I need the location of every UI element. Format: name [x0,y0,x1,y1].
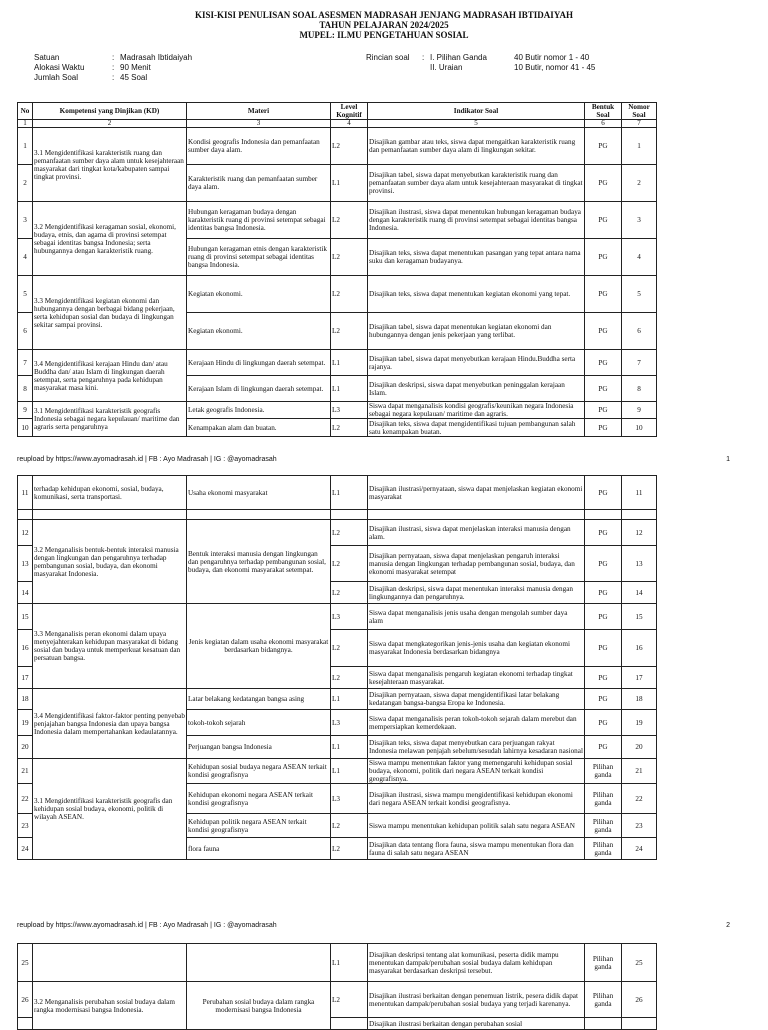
nomor-cell: 5 [622,276,657,313]
bentuk-cell: PG [585,202,622,239]
row-no: 4 [18,239,33,276]
level-cell: L2 [331,667,368,689]
materi-cell: Kegiatan ekonomi. [187,313,331,350]
nomor-cell: 22 [622,784,657,814]
kisi-table-page3 [17,943,657,1030]
indikator-cell: Disajikan teks, siswa dapat menentukan pasangan yang tepat antara nama suku dan keragaman budayanya. [368,239,585,276]
materi-cell: Hubungan keragaman etnis dengan karakteristik ruang di provinsi setempat sebagai identitas bangsa Indonesia. [187,239,331,276]
header-bentuk: Bentuk Soal [585,103,622,120]
level-cell: L1 [331,736,368,759]
materi-cell: Kehidupan ekonomi negara ASEAN terkait kondisi geografisnya [187,784,331,814]
indikator-cell: Disajikan teks, siswa dapat menentukan kegiatan ekonomi yang tepat. [368,276,585,313]
bentuk-cell: Pilihan ganda [585,944,622,982]
bentuk-cell: PG [585,419,622,437]
nomor-cell: 12 [622,520,657,546]
materi-cell: Perjuangan bangsa Indonesia [187,736,331,759]
bentuk-cell: PG [585,520,622,546]
materi-cell: Latar belakang kedatangan bangsa asing [187,689,331,710]
indikator-cell: Disajikan teks, siswa dapat menyebutkan cara perjuangan rakyat Indonesia melawan penjajah sebelum/sesudah lahirnya kesadaran nasional [368,736,585,759]
waktu-value: 90 Menit [120,63,151,72]
table-row [18,276,657,313]
row-no: 12 [18,520,33,546]
level-cell: L2 [331,239,368,276]
materi-cell: Perubahan sosial budaya dalam rangka modernisasi bangsa Indonesia [187,982,331,1030]
nomor-cell: 10 [622,419,657,437]
empty-cell [331,510,368,520]
indikator-cell: Disajikan ilustrasi, siswa dapat menentukan hubungan keragaman budaya dengan karakteristik ruang di provinsi setempat sebagai identitas bangsa Indonesia. [368,202,585,239]
row-no: 13 [18,546,33,582]
kd-cell: 3.3 Menganalisis peran ekonomi dalam upaya menyejahterakan kehidupan masyarakat di bidang sosial dan budaya untuk memperkuat kesatuan dan persatuan bangsa. [33,604,187,689]
kd-cell: 3.4 Mengidentifikasi faktor-faktor penting penyebab penjajahan bangsa Indonesia dan upaya bangsa Indonesia dalam mempertahankan kedaulatannya. [33,689,187,759]
nomor-cell: 1 [622,128,657,165]
doc-title-line3: MUPEL: ILMU PENGETAHUAN SOSIAL [299,30,469,40]
level-cell: L3 [331,402,368,419]
row-no: 3 [18,202,33,239]
table-row [18,520,657,546]
footer-text: reupload by https://www.ayomadrasah.id | FB : Ayo Madrasah | IG : @ayomadrasah [17,922,277,929]
nomor-cell: 6 [622,313,657,350]
rincian-label: Rincian soal [366,53,410,62]
rincian-pg: I. Pilihan Ganda [430,53,487,62]
table-row [18,402,657,419]
row-no: 5 [18,276,33,313]
bentuk-cell: PG [585,689,622,710]
nomor-cell: 19 [622,710,657,736]
row-no: 19 [18,710,33,736]
materi-cell: Kehidupan sosial budaya negara ASEAN terkait kondisi geografisnya [187,759,331,784]
row-no: 21 [18,759,33,784]
level-cell: L1 [331,689,368,710]
bentuk-cell: PG [585,710,622,736]
level-cell: L2 [331,520,368,546]
materi-cell: Kehidupan politik negara ASEAN terkait kondisi geografisnya [187,814,331,838]
empty-cell [33,510,187,520]
row-no: 18 [18,689,33,710]
nomor-cell: 9 [622,402,657,419]
bentuk-cell: Pilihan ganda [585,814,622,838]
nomor-cell: 17 [622,667,657,689]
level-cell: L3 [331,784,368,814]
nomor-cell: 16 [622,630,657,667]
rincian-uraian: II. Uraian [430,63,463,72]
kd-cell: 3.4 Mengidentifikasi kerajaan Hindu dan/ atau Buddha dan/ atau Islam di lingkungan daerah setempat, serta pengaruhnya pada kehidupan masyarakat masa kini. [33,350,187,402]
waktu-label: Alokasi Waktu [34,63,85,72]
satuan-value: Madrasah Ibtidaiyah [120,53,193,62]
empty-cell [18,510,33,520]
level-cell: L2 [331,276,368,313]
table-row [18,202,657,239]
page-number: 1 [726,456,730,463]
row-no: 22 [18,784,33,814]
rincian-pg-count: 40 Butir nomor 1 - 40 [514,53,590,62]
kd-cell: 3.3 Mengidentifikasi kegiatan ekonomi dan hubungannya dengan berbagai bidang pekerjaan, serta kehidupan sosial dan budaya di lingkungan sekitar sampai provinsi. [33,276,187,350]
indikator-cell: Siswa dapat menganalisis kondisi geografis/keunikan negara Indonesia sebagai negara kepulauan/ maritime dan agraris. [368,402,585,419]
materi-cell: Kegiatan ekonomi. [187,276,331,313]
nomor-cell: 13 [622,546,657,582]
bentuk-cell: PG [585,736,622,759]
nomor-cell: 25 [622,944,657,982]
indikator-cell: Disajikan ilustrasi/pernyataan, siswa dapat menjelaskan kegiatan ekonomi masyarakat [368,476,585,510]
header-materi: Materi [187,103,331,120]
indikator-cell: Disajikan tabel, siswa dapat menyebutkan karakteristik ruang dan pemanfaatan sumber daya alam untuk kesejahteraan masyarakat di tingkat provinsi. [368,165,585,202]
header-kd: Kompetensi yang Dinjikan (KD) [33,103,187,120]
doc-title-line2: TAHUN PELAJARAN 2024/2025 [319,20,449,30]
materi-cell: Bentuk interaksi manusia dengan lingkungan dan pengaruhnya terhadap pembangunan sosial, budaya, dan ekonomi masyarakat setempat. [187,520,331,604]
materi-cell: Kondisi geografis Indonesia dan pemanfaatan sumber daya alam. [187,128,331,165]
indikator-cell: Disajikan deskripsi tentang alat komunikasi, peserta didik mampu menentukan dampak/perubahan sosial budaya dalam kehidupan masyarakat berdasarkan deskripsi tersebut. [368,944,585,982]
bentuk-cell: PG [585,402,622,419]
row-no: 23 [18,814,33,838]
row-no: 10 [18,419,33,437]
indikator-cell: Disajikan ilustrasi, siswa dapat menjelaskan interaksi manusia dengan alam. [368,520,585,546]
kd-cell [33,944,187,982]
indikator-cell: Siswa dapat menganalisis jenis usaha dengan mengolah sumber daya alam [368,604,585,630]
table-row [18,476,657,510]
materi-cell [187,944,331,982]
level-cell: L1 [331,376,368,402]
table-row [18,689,657,710]
empty-cell [368,510,585,520]
nomor-cell: 14 [622,582,657,604]
materi-cell: Kerajaan Hindu di lingkungan daerah setempat. [187,350,331,376]
level-cell: L2 [331,814,368,838]
jumlah-label: Jumlah Soal [34,73,79,82]
nomor-cell: 2 [622,165,657,202]
doc-title-line1: KISI-KISI PENULISAN SOAL ASESMEN MADRASAH JENJANG MADRASAH IBTIDAIYAH [195,10,573,20]
indikator-cell: Disajikan deskripsi, siswa dapat menentukan interaksi manusia dengan lingkungannya dan pengaruhnya. [368,582,585,604]
kisi-table-page1 [17,102,657,437]
row-no: 15 [18,604,33,630]
bentuk-cell: PG [585,476,622,510]
row-no: 2 [18,165,33,202]
indikator-cell: Disajikan deskripsi, siswa dapat menyebutkan peninggalan kerajaan Islam. [368,376,585,402]
table-row [18,944,657,982]
level-cell: L2 [331,838,368,860]
nomor-cell: 8 [622,376,657,402]
materi-cell: Karakteristik ruang dan pemanfaatan sumber daya alam. [187,165,331,202]
row-no: 14 [18,582,33,604]
row-no: 25 [18,944,33,982]
empty-cell [585,510,622,520]
level-cell: L1 [331,350,368,376]
kd-cell: 3.1 Mengidentifikasi karakteristik geografis dan kehidupan sosial budaya, ekonomi, politik di wilayah ASEAN. [33,759,187,860]
bentuk-cell: PG [585,604,622,630]
table-row [18,604,657,630]
materi-cell: Kenampakan alam dan buatan. [187,419,331,437]
nomor-cell: 20 [622,736,657,759]
header-level: Level Kognitif [331,103,368,120]
spacer-row [18,510,657,520]
bentuk-cell: PG [585,165,622,202]
header-no: No [18,103,33,120]
info-right: Rincian soal : I. Pilihan Ganda 40 Butir nomor 1 - 40 II. Uraian 10 Butir, nomor 41 - 45 [366,53,596,72]
rincian-uraian-count: 10 Butir, nomor 41 - 45 [514,63,596,72]
level-cell: L3 [331,710,368,736]
bentuk-cell: PG [585,667,622,689]
empty-cell [187,510,331,520]
indikator-cell: Siswa mampu menentukan kehidupan politik salah satu negara ASEAN [368,814,585,838]
bentuk-cell: PG [585,313,622,350]
kd-cell: 3.1 Mengidentifikasi karakteristik ruang dan pemanfaatan sumber daya alam untuk kesejahteraan masyarakat dari tingkat kota/kabupaten sampai tingkat provinsi. [33,128,187,202]
footer-text: reupload by https://www.ayomadrasah.id | FB : Ayo Madrasah | IG : @ayomadrasah [17,456,277,463]
materi-cell: flora fauna [187,838,331,860]
satuan-label: Satuan [34,53,60,62]
level-cell: L2 [331,313,368,350]
kd-cell: 3.1 Mengidentifikasi karakteristik geografis Indonesia sebagai negara kepulauan/ maritime dan agraris serta pengaruhnya [33,402,187,437]
kd-cell: 3.2 Menganalisis bentuk-bentuk interaksi manusia dengan lingkungan dan pengaruhnya terhadap pembangunan sosial, budaya, dan ekonomi masyarakat Indonesia. [33,520,187,604]
indikator-cell: Disajikan tabel, siswa dapat menentukan kegiatan ekonomi dan hubungannya dengan jenis pekerjaan yang terlibat. [368,313,585,350]
bentuk-cell: Pilihan ganda [585,982,622,1018]
bentuk-cell: PG [585,546,622,582]
nomor-cell: 26 [622,982,657,1018]
table-row [18,759,657,784]
level-cell: L2 [331,546,368,582]
materi-cell: Jenis kegiatan dalam usaha ekonomi masyarakat berdasarkan bidangnya. [187,604,331,689]
table-row [18,982,657,1018]
nomor-cell: 18 [622,689,657,710]
level-cell: L1 [331,759,368,784]
indikator-cell: Siswa dapat menganalisis peran tokoh-tokoh sejarah dalam merebut dan mempersiapkan kemerdekaan. [368,710,585,736]
materi-cell: Kerajaan Islam di lingkungan daerah setempat. [187,376,331,402]
row-no: 24 [18,838,33,860]
level-cell: L2 [331,982,368,1018]
indikator-cell: Disajikan pernyataan, siswa dapat menjelaskan pengaruh interaksi manusia dengan lingkungan terhadap pembangunan sosial, budaya, dan ekonomi masyarakat setempat [368,546,585,582]
indikator-cell: Disajikan data tentang flora fauna, siswa mampu menentukan flora dan fauna di salah satu negara ASEAN [368,838,585,860]
bentuk-cell: Pilihan ganda [585,838,622,860]
level-cell: L1 [331,944,368,982]
column-number-row: 1 2 3 4 5 6 7 [18,120,657,128]
row-no: 11 [18,476,33,510]
level-cell: L3 [331,604,368,630]
level-cell: L2 [331,202,368,239]
materi-cell: Usaha ekonomi masyarakat [187,476,331,510]
page3-rows [18,944,657,1030]
row-no: 7 [18,350,33,376]
nomor-cell: 24 [622,838,657,860]
page2-rows [18,476,657,860]
row-no: 26 [18,982,33,1018]
indikator-cell: Disajikan tabel, siswa dapat menyebutkan kerajaan Hindu.Buddha serta rajanya. [368,350,585,376]
indikator-cell: Disajikan pernyataan, siswa dapat mengidentifikasi latar belakang kedatangan bangsa-bangsa Eropa ke Indonesia. [368,689,585,710]
jumlah-value: 45 Soal [120,73,148,82]
level-cell: L2 [331,630,368,667]
empty-cell [622,510,657,520]
bentuk-cell: PG [585,350,622,376]
bentuk-cell: Pilihan ganda [585,759,622,784]
nomor-cell: 23 [622,814,657,838]
bentuk-cell: PG [585,276,622,313]
level-cell: L1 [331,165,368,202]
nomor-cell: 15 [622,604,657,630]
bentuk-cell: PG [585,582,622,604]
bentuk-cell: PG [585,376,622,402]
indikator-cell: Siswa mampu menentukan faktor yang memengaruhi kehidupan sosial budaya, ekonomi, politik dari negara ASEAN terkait kondisi geografisnya. [368,759,585,784]
level-cell: L2 [331,419,368,437]
footer-page2 [17,922,730,930]
materi-cell: Letak geografis Indonesia. [187,402,331,419]
row-no: 6 [18,313,33,350]
kd-cell: 3.2 Mengidentifikasi keragaman sosial, ekonomi, budaya, etnis, dan agama di provinsi setempat sebagai identitas bangsa Indonesia; serta hubungannya dengan karakteristik ruang. [33,202,187,276]
table-row [18,350,657,376]
nomor-cell: 4 [622,239,657,276]
bentuk-cell: Pilihan ganda [585,784,622,814]
materi-cell: Hubungan keragaman budaya dengan karakteristik ruang di provinsi setempat sebagai identitas bangsa Indonesia. [187,202,331,239]
indikator-cell: Disajikan teks, siswa dapat mengidentifikasi tujuan pembangunan salah satu kenampakan buatan. [368,419,585,437]
header-indikator: Indikator Soal [368,103,585,120]
nomor-cell: 7 [622,350,657,376]
nomor-cell: 3 [622,202,657,239]
bentuk-cell: PG [585,630,622,667]
nomor-cell: 21 [622,759,657,784]
kd-cell: terhadap kehidupan ekonomi, sosial, budaya, komunikasi, serta transportasi. [33,476,187,510]
kd-cell: 3.2 Menganalisis perubahan sosial budaya dalam rangka modernisasi bangsa Indonesia. [33,982,187,1030]
indikator-cell: Disajikan gambar atau teks, siswa dapat mengaitkan karakteristik ruang dan pemanfaatan sumber daya alam di lingkungan sekitar. [368,128,585,165]
page-number: 2 [726,922,730,929]
materi-cell: tokoh-tokoh sejarah [187,710,331,736]
row-no: 1 [18,128,33,165]
nomor-cell: 11 [622,476,657,510]
level-cell: L1 [331,476,368,510]
indikator-cell: Disajikan ilustrasi berkaitan dengan penemuan listrik, pesera didik dapat menentukan dampak/perubahan sosial budaya yang terjadi karenanya. [368,982,585,1018]
footer-page1 [17,456,730,464]
row-no: 20 [18,736,33,759]
row-no: 9 [18,402,33,419]
indikator-cell: Siswa dapat menganalisis pengaruh kegiatan ekonomi terhadap tingkat kesejahteraan masyarakat. [368,667,585,689]
indikator-cell: Disajikan ilustrasi berkaitan dengan perubahan sosial [368,1018,585,1030]
header-nomor: Nomor Soal [622,103,657,120]
bentuk-cell: PG [585,239,622,276]
info-left: Satuan : Madrasah Ibtidaiyah Alokasi Waktu : 90 Menit Jumlah Soal : 45 Soal [34,53,193,82]
row-no: 17 [18,667,33,689]
indikator-cell: Disajikan ilustrasi, siswa mampu mengidentifikasi kehidupan ekonomi dari negara ASEAN terkait kondisi geografisnya. [368,784,585,814]
level-cell: L2 [331,582,368,604]
kisi-table-page2 [17,475,657,860]
row-no: 8 [18,376,33,402]
bentuk-cell: PG [585,128,622,165]
page1-rows [18,128,657,437]
table-row [18,128,657,165]
indikator-cell: Siswa dapat mengkategorikan jenis-jenis usaha dan kegiatan ekonomi masyarakat Indonesia berdasarkan bidangnya [368,630,585,667]
level-cell: L2 [331,128,368,165]
row-no: 16 [18,630,33,667]
